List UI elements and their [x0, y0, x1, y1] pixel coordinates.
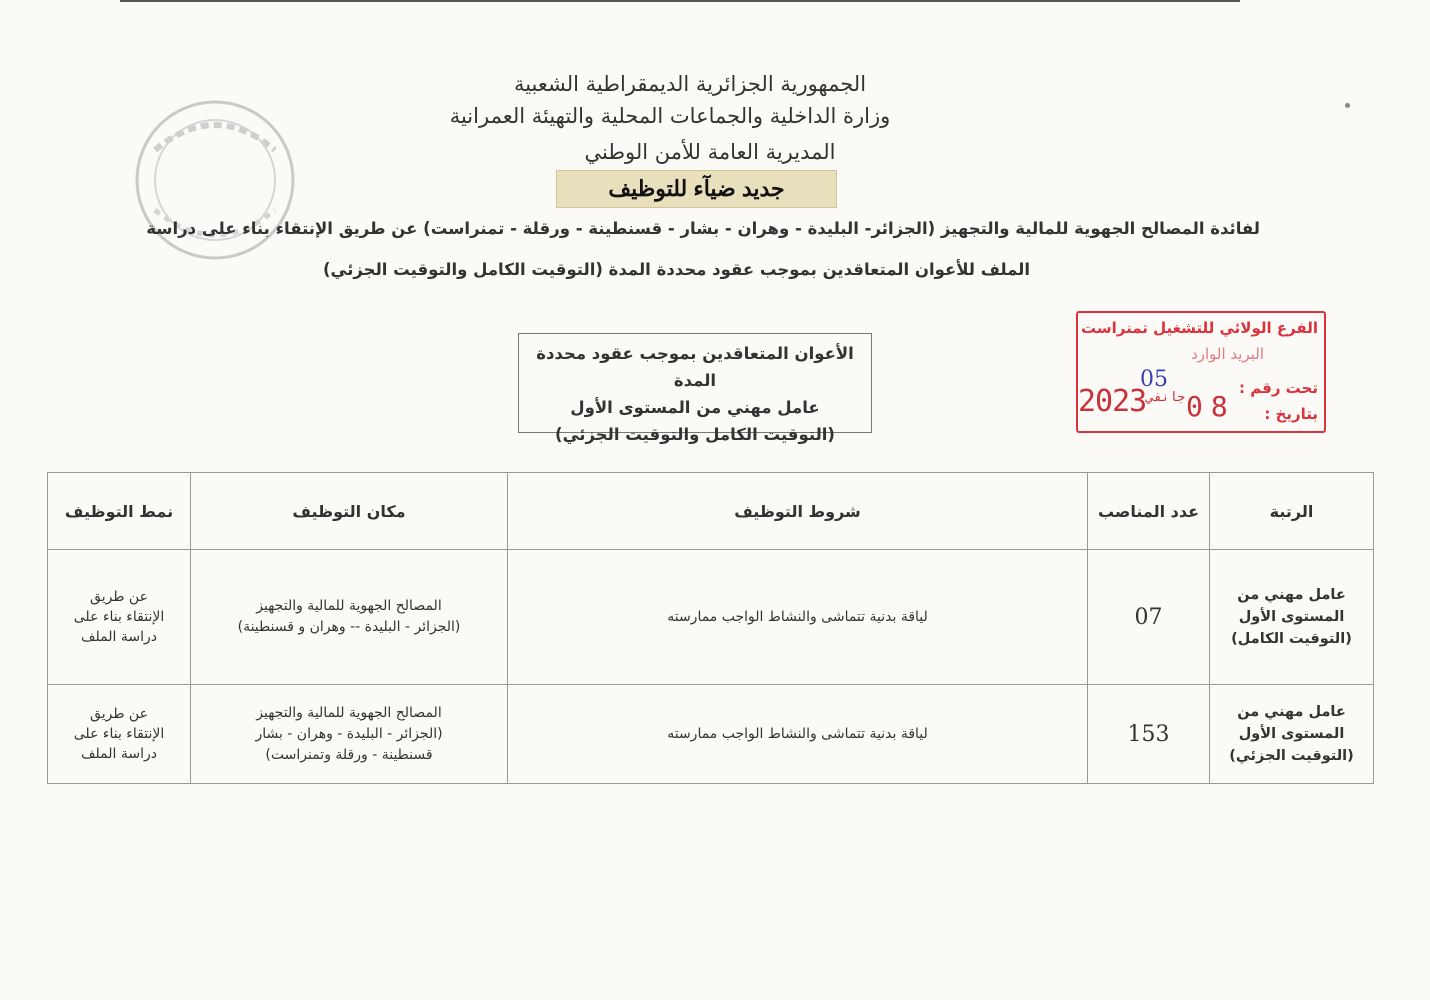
stamp-number-label: تحت رقم : [1239, 379, 1318, 397]
mode-line: الإنتقاء بناء على [73, 609, 165, 625]
table-row [48, 550, 1374, 685]
cell-mode [48, 550, 191, 685]
cell-rank [1210, 550, 1374, 685]
stamp-handwritten-number: 05 [1140, 367, 1168, 392]
col-header-rank: الرتبة [1210, 473, 1374, 550]
cell-place [191, 685, 508, 784]
header-republic: الجمهورية الجزائرية الديمقراطية الشعبية [513, 72, 867, 96]
col-header-conditions: شروط التوظيف [508, 473, 1088, 550]
place-line: قسنطينة - ورقلة وتمنراست) [265, 746, 433, 763]
mode-line: الإنتقاء بناء على [73, 726, 165, 742]
cell-count: 07 [1088, 550, 1210, 685]
stamp-date-label: بتاريخ : [1264, 405, 1318, 423]
cell-place [191, 550, 508, 685]
table-row [48, 685, 1374, 784]
table-header-row [48, 473, 1374, 550]
stamp-year: 2023 [1078, 384, 1147, 419]
post-title-box [518, 333, 872, 444]
intro-line-1: لفائدة المصالح الجهوية للمالية والتجهيز (الجزائر- البليدة - وهران - بشار - قسنطينة - ورقلة - تمنراست) عن طريق الإنتقاء بناء على دراسة [146, 219, 1260, 238]
mode-line: عن طريق [90, 589, 148, 605]
col-header-place: مكان التوظيف [191, 473, 508, 550]
mode-line: دراسة الملف [81, 629, 157, 645]
post-box-line-2: عامل مهني من المستوى الأول [570, 398, 820, 417]
col-header-mode: نمط التوظيف [48, 473, 191, 550]
col-header-count: عدد المناصب [1088, 473, 1210, 550]
rank-line: عامل مهني من [1237, 587, 1346, 603]
rank-line: المستوى الأول [1238, 726, 1345, 742]
place-line: المصالح الجهوية للمالية والتجهيز [256, 704, 442, 721]
intro-line-2: الملف للأعوان المتعاقدين بموجب عقود محددة المدة (التوقيت الكامل والتوقيت الجزئي) [322, 260, 1030, 279]
stamp-incoming-mail: البريد الوارد [1191, 345, 1264, 363]
stamp-month: جانفي [1146, 390, 1186, 405]
cell-count: 153 [1088, 685, 1210, 784]
top-edge-line [120, 0, 1240, 2]
cell-conditions: لياقة بدنية تتماشى والنشاط الواجب ممارسته [508, 550, 1088, 685]
ink-dot [1345, 103, 1350, 108]
stamp-office: الفرع الولائي للتشغيل تمنراست [1080, 319, 1318, 337]
header-directorate: المديرية العامة للأمن الوطني [584, 140, 836, 164]
faded-round-stamp [125, 90, 305, 270]
header-ministry: وزارة الداخلية والجماعات المحلية والتهيئة العمرانية [449, 104, 891, 128]
cell-mode [48, 685, 191, 784]
rank-line: المستوى الأول [1238, 609, 1345, 625]
post-box-line-3: (التوقيت الكامل والتوقيت الجزئي) [555, 425, 835, 444]
place-line: المصالح الجهوية للمالية والتجهيز [256, 598, 442, 614]
place-line: (الجزائر - البليدة -- وهران و قسنطينة) [237, 619, 461, 635]
cell-conditions: لياقة بدنية تتماشى والنشاط الواجب ممارسته [508, 685, 1088, 784]
post-box-line-1: الأعوان المتعاقدين بموجب عقود محددة المدة [536, 344, 854, 390]
positions-table [47, 472, 1374, 784]
stamp-day: 08 [1186, 390, 1236, 423]
rank-line: عامل مهني من [1237, 704, 1346, 720]
place-line: (الجزائر - البليدة - وهران - بشار [255, 725, 443, 742]
cell-rank [1210, 685, 1374, 784]
mode-line: عن طريق [90, 706, 148, 722]
rank-line: (التوقيت الجزئي) [1229, 748, 1354, 764]
job-banner: جديد ضيآء للتوظيف [556, 170, 837, 208]
mode-line: دراسة الملف [81, 746, 157, 762]
rank-line: (التوقيت الكامل) [1231, 631, 1352, 647]
